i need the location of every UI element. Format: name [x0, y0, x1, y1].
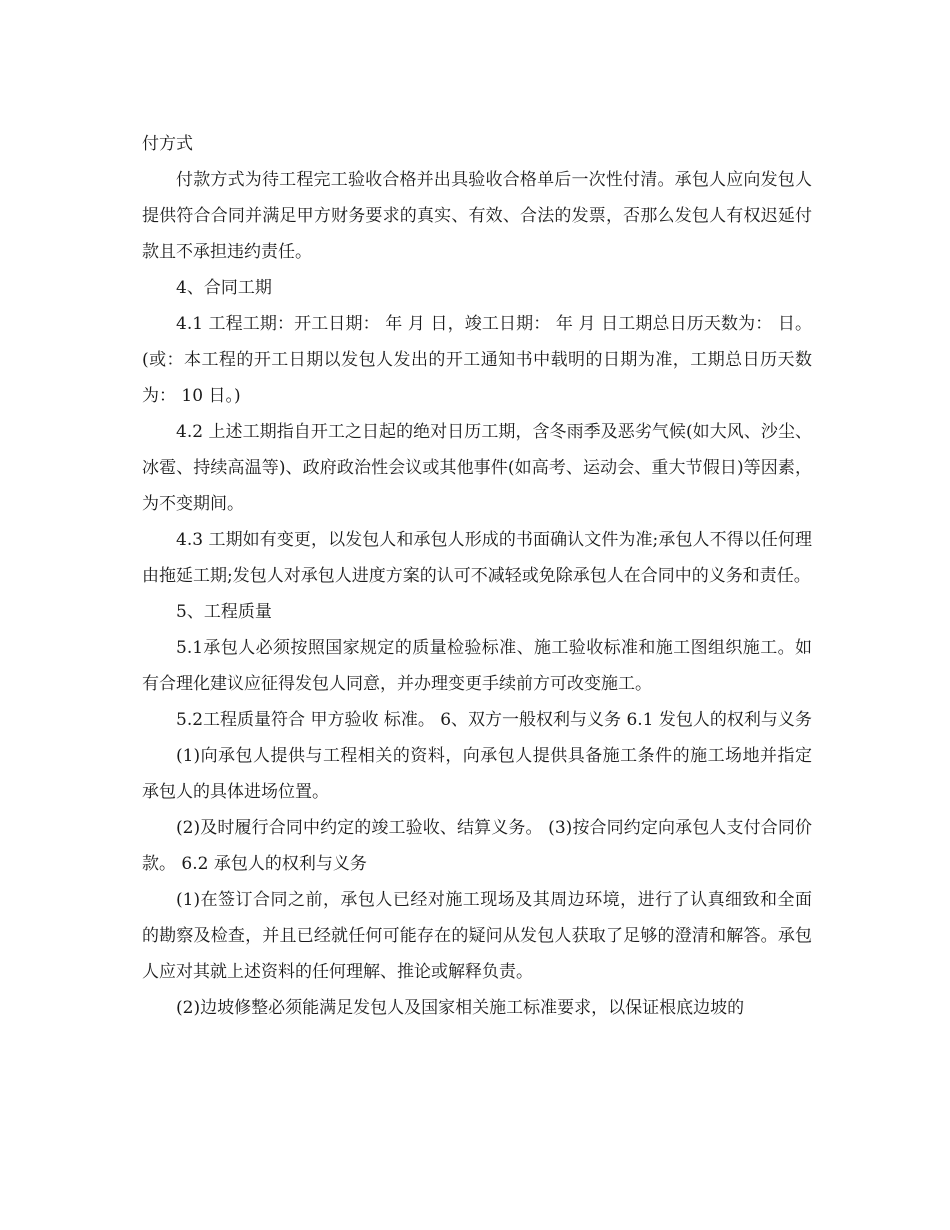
- paragraph-employer-duty-1: (1)向承包人提供与工程相关的资料，向承包人提供具备施工条件的施工场地并指定承包人的具体进场位置。: [142, 746, 812, 802]
- section-heading-quality: 5、工程质量: [176, 602, 272, 622]
- section-heading-contract-period: 4、合同工期: [176, 278, 272, 298]
- paragraph-contractor-duty-2: (2)边坡修整必须能满足发包人及国家相关施工标准要求，以保证根底边坡的: [176, 998, 745, 1018]
- paragraph-5-1: 5.1承包人必须按照国家规定的质量检验标准、施工验收标准和施工图组织施工。如有合理化建议应征得发包人同意，并办理变更手续前方可改变施工。: [142, 638, 812, 694]
- paragraph-employer-duty-2-3: (2)及时履行合同中约定的竣工验收、结算义务。 (3)按合同约定向承包人支付合同价款。 6.2 承包人的权利与义务: [142, 818, 812, 874]
- paragraph-4-3: 4.3 工期如有变更，以发包人和承包人形成的书面确认文件为准;承包人不得以任何理由拖延工期;发包人对承包人进度方案的认可不减轻或免除承包人在合同中的义务和责任。: [142, 530, 812, 586]
- paragraph-payment-method-heading: 付方式: [142, 134, 193, 154]
- paragraph-4-2: 4.2 上述工期指自开工之日起的绝对日历工期，含冬雨季及恶劣气候(如大风、沙尘、冰雹、持续高温等)、政府政治性会议或其他事件(如高考、运动会、重大节假日)等因素，为不变期间。: [142, 422, 812, 514]
- paragraph-payment-terms: 付款方式为待工程完工验收合格并出具验收合格单后一次性付清。承包人应向发包人提供符合合同并满足甲方财务要求的真实、有效、合法的发票，否那么发包人有权迟延付款且不承担违约责任。: [142, 170, 812, 262]
- document-body: [142, 126, 812, 1026]
- paragraph-contractor-duty-1: (1)在签订合同之前，承包人已经对施工现场及其周边环境，进行了认真细致和全面的勘察及检查，并且已经就任何可能存在的疑问从发包人获取了足够的澄清和解答。承包人应对其就上述资料的任何理解、推论或解释负责。: [142, 890, 812, 982]
- paragraph-5-2: 5.2工程质量符合 甲方验收 标准。 6、双方一般权利与义务 6.1 发包人的权利与义务: [176, 710, 812, 730]
- paragraph-4-1: 4.1 工程工期：开工日期： 年 月 日，竣工日期： 年 月 日工期总日历天数为： 日。(或：本工程的开工日期以发包人发出的开工通知书中载明的日期为准，工期总日历天数为： 10 日。): [142, 314, 812, 406]
